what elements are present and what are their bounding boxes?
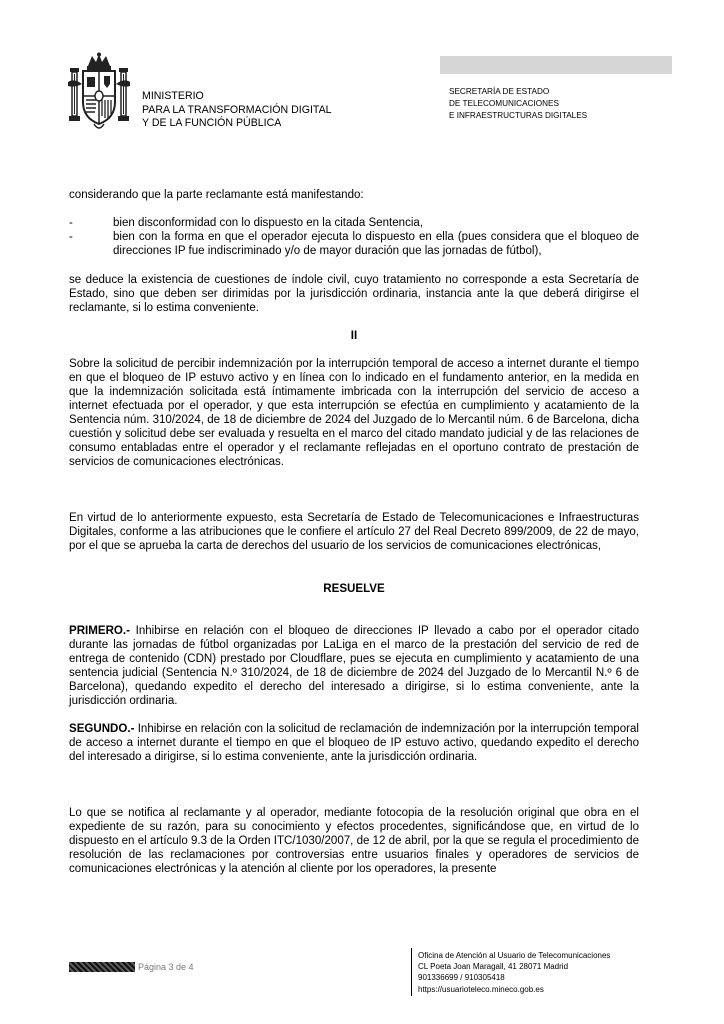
secretaria-name [449,86,587,122]
segundo-text: Inhibirse en relación con la solicitud de reclamación de indemnización por la interrupción temporal de acceso a internet durante el tiempo en que el bloqueo de IP estuvo activo, quedando expedito el derecho del interesado a dirigirse, si lo estima conveniente, ante la jurisdicción ordinaria. [69,723,639,763]
paragraph-notifica: Lo que se notifica al reclamante y al operador, mediante fotocopia de la resolución original que obra en el expediente de su razón, para su conocimiento y efectos procedentes, significándose que, en virtud de lo dispuesto en el artículo 9.3 de la Orden ITC/1030/2007, de 12 de abril, por la que se regula el procedimiento de resolución de las reclamaciones por controversias entre usuarios finales y operadores de servicios de comunicaciones electrónicas y la atención al cliente por los operadores, la presente [69,807,640,875]
paragraph-deduce: se deduce la existencia de cuestiones de índole civil, cuyo tratamiento no corresponde a esta Secretaría de Estado, sino que deben ser dirimidas por la jurisdicción ordinaria, instancia ante la que deberá dirigirse el reclamante, si lo estima conveniente. [69,274,639,314]
coat-of-arms-icon [66,52,132,134]
primero-text: Inhibirse en relación con el bloqueo de direcciones IP llevado a cabo por el operador citado durante las jornadas de fútbol organizadas por LaLiga en el marco de la prestación del servicio de red de entrega de contenido (CDN) prestado por Cloudflare, pues se ejecuta en cumplimiento y acatamiento de una sentencia judicial (Sentencia N.º 310/2024, de 18 de diciembre de 2024 del Juzgado de lo Mercantil N.º 6 de Barcelona), quedando expedito el derecho del interesado a dirigirse, si lo estima conveniente, ante la jurisdicción ordinaria. [69,625,639,707]
office-contact [418,950,610,995]
page-header [0,52,724,142]
section-heading-ii: II [350,330,358,342]
page-number: Página 3 de 4 [138,962,194,972]
page-footer-left [69,962,194,972]
footer-divider [411,948,412,996]
bullet-item [69,216,639,230]
segundo-label: SEGUNDO.- [69,723,135,735]
ministry-line: MINISTERIO [142,90,204,102]
bullet-dash: - [69,217,73,229]
redaction-block [69,962,135,972]
primero-label: PRIMERO.- [69,625,130,637]
paragraph-segundo [69,722,639,764]
bullet-text: bien con la forma en que el operador ejecuta lo dispuesto en ella (pues considera que el bloqueo de direcciones IP fue indiscriminado y/o de mayor duración que las jornadas de fútbol), [113,231,639,257]
office-line: Oficina de Atención al Usuario de Telecomunicaciones [418,951,611,960]
office-line: 901336699 / 910305418 [418,973,505,983]
bullet-text: bien disconformidad con lo dispuesto en la citada Sentencia, [113,217,424,229]
bullet-item [69,230,639,258]
document-body [69,188,639,876]
paragraph-intro: considerando que la parte reclamante está manifestando: [69,189,364,201]
secretaria-line: SECRETARÍA DE ESTADO [449,87,550,96]
secretaria-line: E INFRAESTRUCTURAS DIGITALES [449,111,588,120]
paragraph-virtud: En virtud de lo anteriormente expuesto, esta Secretaría de Estado de Telecomunicaciones e Infraestructuras Digitales, conforme a las atribuciones que le confiere el artículo 27 del Real Decreto 899/2009, de 22 de mayo, por el que se aprueba la carta de derechos del usuario de los servicios de comunicaciones electrónicas, [69,512,639,552]
ministry-line: PARA LA TRANSFORMACIÓN DIGITAL [142,103,332,116]
paragraph-sobre: Sobre la solicitud de percibir indemnización por la interrupción temporal de acceso a internet durante el tiempo en que el bloqueo de IP estuvo activo y en línea con lo indicado en el fundamento anterior, en la medida en que la indemnización solicitada está íntimamente imbricada con la interrupción del servicio de acceso a internet efectuada por el operador, y que esta interrupción se efectúa en cumplimiento y acatamiento de la Sentencia núm. 310/2024, de 18 de diciembre de 2024 del Juzgado de lo Mercantil núm. 6 de Barcelona, dicha cuestión y solicitud debe ser evaluada y resuelta en el marco del citado mandato judicial y de las relaciones de consumo entabladas entre el operador y el reclamante reflejadas en el oportuno contrato de prestación de servicios de comunicaciones electrónicas. [69,358,639,468]
ministry-name [142,90,332,131]
secretaria-line: DE TELECOMUNICACIONES [449,99,559,108]
header-gray-bar [440,56,672,74]
resuelve-heading: RESUELVE [323,583,385,595]
office-line: CL Poeta Joan Maragall, 41 28071 Madrid [418,962,569,972]
office-link[interactable]: https://usuarioteleco.mineco.gob.es [418,984,544,994]
ministry-line: Y DE LA FUNCIÓN PÚBLICA [142,117,282,129]
paragraph-primero [69,624,639,708]
bullet-dash: - [69,231,73,243]
